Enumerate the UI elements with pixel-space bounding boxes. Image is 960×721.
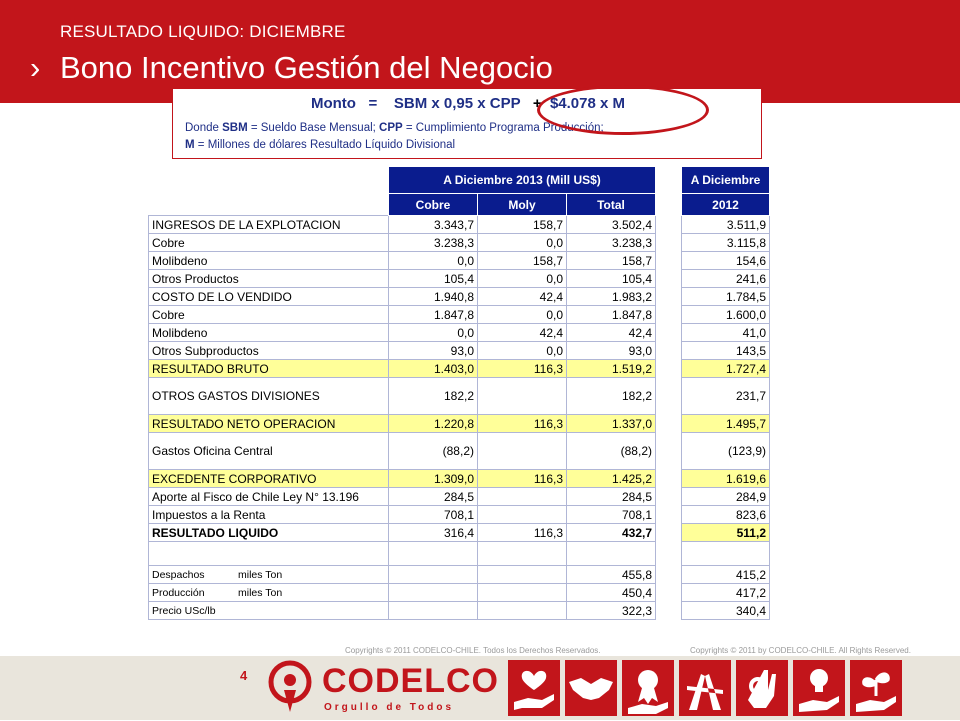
highlight-ellipse [537, 85, 709, 135]
cell-moly: 116,3 [478, 360, 567, 378]
row-label [149, 602, 389, 620]
cell-moly [478, 378, 567, 415]
copyright-spanish: Copyrights © 2011 CODELCO-CHILE. Todos los Derechos Reservados. [345, 646, 601, 655]
row-label: Gastos Oficina Central [149, 433, 389, 470]
cell-2012: 415,2 [682, 566, 770, 584]
row-label-text: Precio USc/lb [152, 604, 216, 617]
def-term: M [185, 139, 195, 151]
codelco-emblem-icon [262, 660, 318, 716]
cell-moly [478, 602, 567, 620]
col-moly: Moly [478, 194, 567, 216]
codelco-logo [262, 660, 499, 716]
cell-2012: (123,9) [682, 433, 770, 470]
cell-moly [478, 584, 567, 602]
cell-cobre: 1.309,0 [389, 470, 478, 488]
copyright-english: Copyrights © 2011 by CODELCO-CHILE. All Rights Reserved. [690, 646, 911, 655]
gap [656, 415, 682, 433]
cell-moly: 42,4 [478, 324, 567, 342]
gap [656, 270, 682, 288]
row-label: Molibdeno [149, 324, 389, 342]
cell-total: 105,4 [567, 270, 656, 288]
cell-moly [478, 506, 567, 524]
ok-hand-icon [736, 660, 788, 716]
cell-moly [478, 433, 567, 470]
cell-cobre: 1.847,8 [389, 306, 478, 324]
table-row [149, 234, 770, 252]
gap [656, 470, 682, 488]
def-text: = Sueldo Base Mensual; [247, 122, 380, 134]
cell-total: 182,2 [567, 378, 656, 415]
row-label: Otros Productos [149, 270, 389, 288]
formula-definition-1 [185, 122, 604, 134]
row-unit: miles Ton [238, 568, 283, 581]
cell-cobre [389, 584, 478, 602]
def-text: Donde [185, 122, 223, 134]
plant-hand-icon [850, 660, 902, 716]
def-text: = Millones de dólares Resultado Líquido Divisional [194, 139, 456, 151]
cell-cobre: 3.343,7 [389, 216, 478, 234]
table-row-total [149, 524, 770, 542]
cell-cobre [389, 602, 478, 620]
value-icons-strip [508, 660, 960, 716]
heart-hand-icon [508, 660, 560, 716]
gap [656, 360, 682, 378]
row-label [149, 584, 389, 602]
table-row [149, 342, 770, 360]
cell-moly: 158,7 [478, 216, 567, 234]
table-row [149, 324, 770, 342]
header-blank [149, 167, 389, 194]
formula-plus: + [532, 95, 542, 112]
handshake-icon [565, 660, 617, 716]
cell-2012: 1.784,5 [682, 288, 770, 306]
row-label: INGRESOS DE LA EXPLOTACION [149, 216, 389, 234]
cell-moly: 0,0 [478, 270, 567, 288]
cell-cobre: (88,2) [389, 433, 478, 470]
bullet-arrow-icon: › [30, 50, 41, 85]
gap [656, 378, 682, 415]
gap [656, 288, 682, 306]
row-label: COSTO DE LO VENDIDO [149, 288, 389, 306]
header-2013: A Diciembre 2013 (Mill US$) [389, 167, 656, 194]
table-row [149, 270, 770, 288]
header-gap [656, 167, 682, 194]
gap [656, 324, 682, 342]
cell-2012: 823,6 [682, 506, 770, 524]
cell-total: 432,7 [567, 524, 656, 542]
logo-wordmark: CODELCO [322, 662, 499, 700]
cell-moly: 158,7 [478, 252, 567, 270]
cell-moly: 116,3 [478, 415, 567, 433]
gap [656, 433, 682, 470]
def-term: SBM [222, 122, 248, 134]
formula-definition-2 [185, 139, 455, 151]
cell-2012: 1.600,0 [682, 306, 770, 324]
cell-moly: 116,3 [478, 470, 567, 488]
gap [656, 524, 682, 542]
table-row [149, 288, 770, 306]
header-2012-group: A Diciembre [682, 167, 770, 194]
formula-right: $4.078 x M [541, 95, 626, 112]
def-term: CPP [379, 122, 403, 134]
row-label-text: Despachos [152, 568, 205, 581]
gap [656, 306, 682, 324]
cell-total: 322,3 [567, 602, 656, 620]
row-unit: miles Ton [238, 586, 283, 599]
spacer [149, 542, 389, 566]
gap [656, 488, 682, 506]
col-total: Total [567, 194, 656, 216]
table-row [149, 602, 770, 620]
cell-cobre: 1.940,8 [389, 288, 478, 306]
cell-cobre: 3.238,3 [389, 234, 478, 252]
spacer [478, 542, 567, 566]
cell-moly: 0,0 [478, 234, 567, 252]
logo-tagline: Orgullo de Todos [324, 702, 455, 713]
col-2012: 2012 [682, 194, 770, 216]
row-label: RESULTADO BRUTO [149, 360, 389, 378]
slide-subtitle: RESULTADO LIQUIDO: DICIEMBRE [60, 22, 346, 41]
cell-total: (88,2) [567, 433, 656, 470]
cell-total: 93,0 [567, 342, 656, 360]
cell-total: 158,7 [567, 252, 656, 270]
table-row [149, 252, 770, 270]
gap [656, 252, 682, 270]
formula-left: Monto = SBM x 0,95 x CPP [310, 95, 533, 112]
gap [656, 342, 682, 360]
cell-total: 1.983,2 [567, 288, 656, 306]
joined-hands-icon [679, 660, 731, 716]
cell-2012: 1.619,6 [682, 470, 770, 488]
row-label [149, 566, 389, 584]
row-label: Impuestos a la Renta [149, 506, 389, 524]
gap [656, 216, 682, 234]
table-spacer-row [149, 542, 770, 566]
cell-total: 1.425,2 [567, 470, 656, 488]
row-label: Cobre [149, 234, 389, 252]
cell-moly [478, 566, 567, 584]
gap [656, 566, 682, 584]
row-label: OTROS GASTOS DIVISIONES [149, 378, 389, 415]
cell-cobre: 708,1 [389, 506, 478, 524]
cell-2012: 417,2 [682, 584, 770, 602]
table-row [149, 506, 770, 524]
cell-cobre: 0,0 [389, 324, 478, 342]
cell-moly: 0,0 [478, 342, 567, 360]
financial-table [148, 166, 770, 620]
cell-total: 455,8 [567, 566, 656, 584]
cell-total: 42,4 [567, 324, 656, 342]
row-label: RESULTADO LIQUIDO [149, 524, 389, 542]
table-row [149, 360, 770, 378]
row-label-text: Producción [152, 586, 205, 599]
table-row [149, 488, 770, 506]
cell-cobre: 182,2 [389, 378, 478, 415]
cell-moly [478, 488, 567, 506]
cell-total: 708,1 [567, 506, 656, 524]
row-label: Molibdeno [149, 252, 389, 270]
gap [656, 234, 682, 252]
cell-total: 1.847,8 [567, 306, 656, 324]
gap [656, 602, 682, 620]
cell-total: 284,5 [567, 488, 656, 506]
cell-2012: 284,9 [682, 488, 770, 506]
cell-2012: 154,6 [682, 252, 770, 270]
cell-2012: 511,2 [682, 524, 770, 542]
header-gap [656, 194, 682, 216]
def-text: = Cumplimiento Programa Producción; [402, 122, 604, 134]
cell-cobre: 1.403,0 [389, 360, 478, 378]
cell-total: 3.238,3 [567, 234, 656, 252]
table-row [149, 566, 770, 584]
cell-2012: 1.495,7 [682, 415, 770, 433]
table-row [149, 470, 770, 488]
row-label: EXCEDENTE CORPORATIVO [149, 470, 389, 488]
row-label: Otros Subproductos [149, 342, 389, 360]
table-row [149, 433, 770, 470]
cell-cobre: 1.220,8 [389, 415, 478, 433]
cell-moly: 0,0 [478, 306, 567, 324]
spacer [567, 542, 656, 566]
gap [656, 542, 682, 566]
spacer [682, 542, 770, 566]
gap [656, 584, 682, 602]
cell-total: 3.502,4 [567, 216, 656, 234]
cell-2012: 241,6 [682, 270, 770, 288]
table-row [149, 378, 770, 415]
cell-2012: 3.511,9 [682, 216, 770, 234]
table-row [149, 415, 770, 433]
cell-moly: 42,4 [478, 288, 567, 306]
table-row [149, 216, 770, 234]
table-row [149, 584, 770, 602]
cell-cobre: 105,4 [389, 270, 478, 288]
cell-cobre: 93,0 [389, 342, 478, 360]
row-label: Cobre [149, 306, 389, 324]
page-number: 4 [240, 668, 248, 683]
cell-cobre [389, 566, 478, 584]
cell-2012: 231,7 [682, 378, 770, 415]
cell-2012: 3.115,8 [682, 234, 770, 252]
cell-total: 450,4 [567, 584, 656, 602]
row-label: Aporte al Fisco de Chile Ley N° 13.196 [149, 488, 389, 506]
cell-cobre: 0,0 [389, 252, 478, 270]
cell-2012: 41,0 [682, 324, 770, 342]
cell-total: 1.519,2 [567, 360, 656, 378]
slide-title-text: Bono Incentivo Gestión del Negocio [60, 50, 553, 85]
spacer [389, 542, 478, 566]
slide-title [30, 50, 553, 86]
cell-2012: 340,4 [682, 602, 770, 620]
row-label: RESULTADO NETO OPERACION [149, 415, 389, 433]
cell-2012: 1.727,4 [682, 360, 770, 378]
col-cobre: Cobre [389, 194, 478, 216]
cell-moly: 116,3 [478, 524, 567, 542]
cell-cobre: 284,5 [389, 488, 478, 506]
cell-cobre: 316,4 [389, 524, 478, 542]
cell-total: 1.337,0 [567, 415, 656, 433]
award-medal-icon [622, 660, 674, 716]
cell-2012: 143,5 [682, 342, 770, 360]
table-row [149, 306, 770, 324]
lightbulb-hand-icon [793, 660, 845, 716]
gap [656, 506, 682, 524]
header-blank [149, 194, 389, 216]
